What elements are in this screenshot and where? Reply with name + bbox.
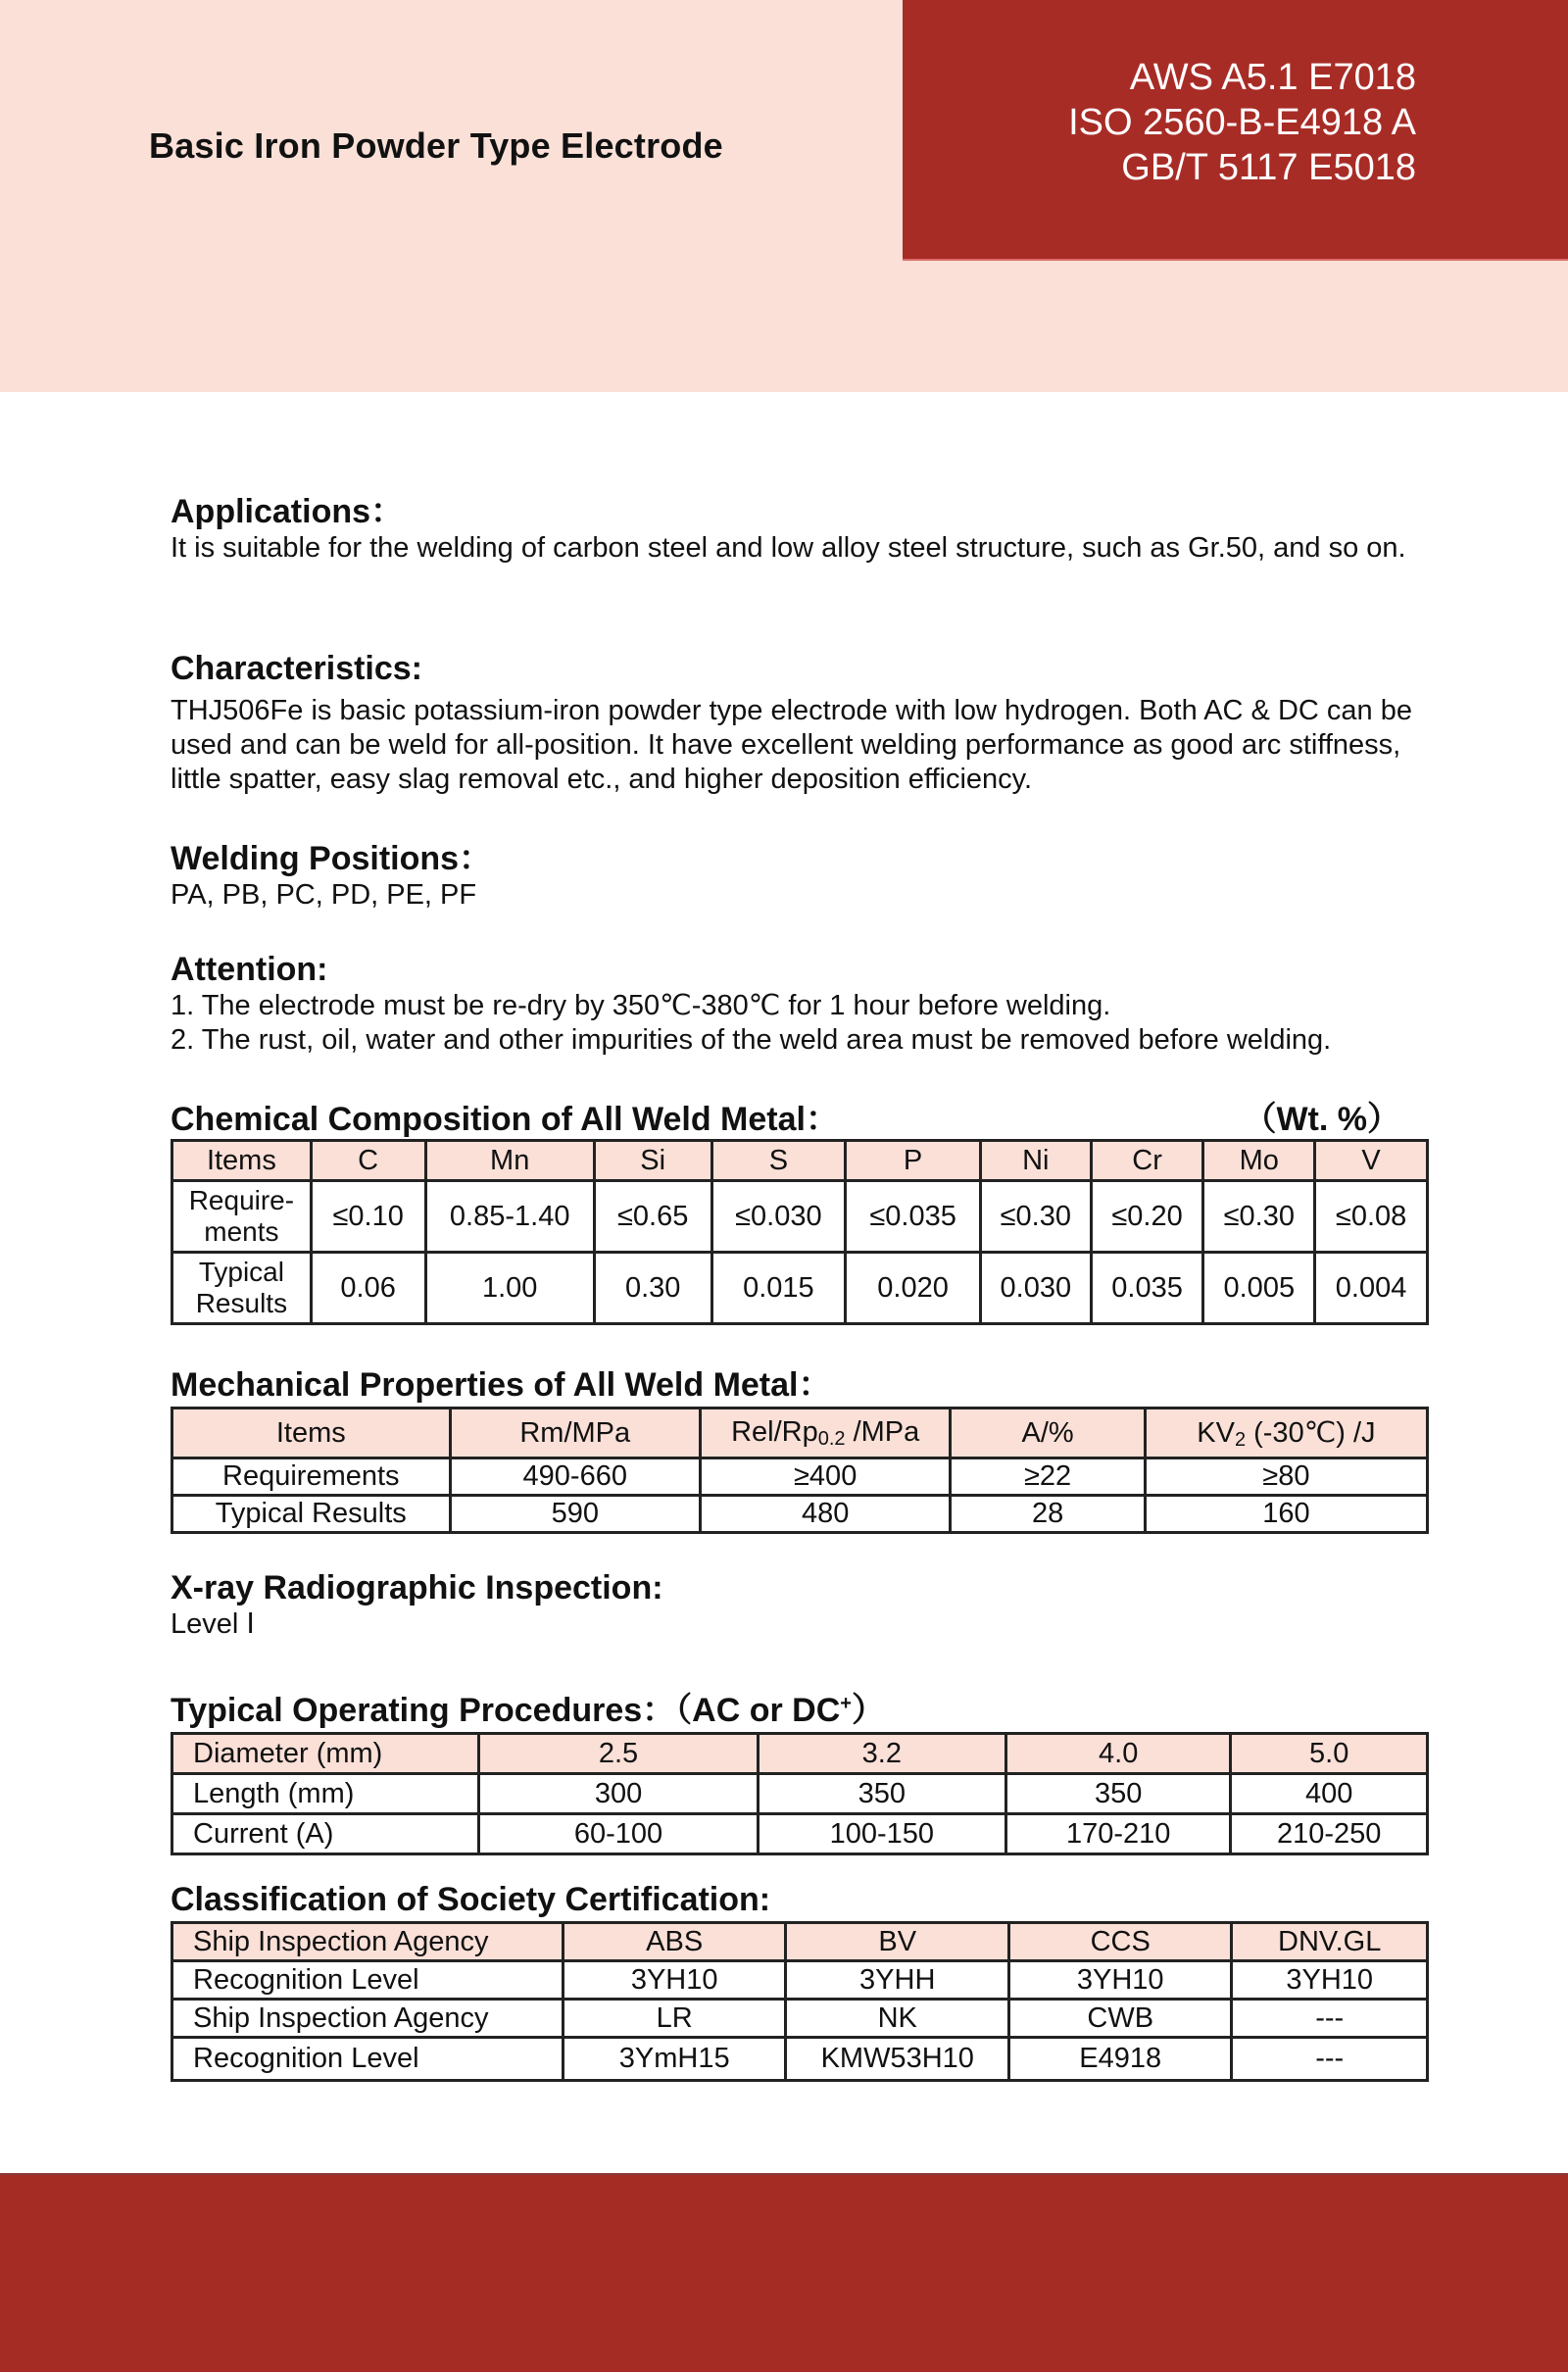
header-cell: Mn bbox=[425, 1141, 594, 1181]
attention-item: 1. The electrode must be re-dry by 350℃-380℃ for 1 hour before welding. bbox=[171, 990, 1111, 1021]
row-label-line: Require- bbox=[188, 1185, 295, 1215]
standard-iso: ISO 2560-B-E4918 A bbox=[1068, 102, 1416, 143]
row-label: Requirements bbox=[172, 1458, 451, 1496]
characteristics-heading: Characteristics: bbox=[171, 650, 423, 687]
attention-heading: Attention: bbox=[171, 951, 328, 988]
cell: 3YH10 bbox=[1009, 1961, 1232, 2000]
table-row bbox=[172, 2038, 1428, 2081]
cell: 3YHH bbox=[786, 1961, 1009, 2000]
chemical-section bbox=[171, 1100, 1430, 1325]
row-label: Length (mm) bbox=[172, 1774, 479, 1814]
cell: 0.30 bbox=[594, 1253, 711, 1324]
header-cell bbox=[700, 1408, 950, 1458]
cell: 480 bbox=[700, 1496, 950, 1533]
cell: DNV.GL bbox=[1232, 1923, 1428, 1961]
cell: 0.020 bbox=[846, 1253, 981, 1324]
header-cell: Si bbox=[594, 1141, 711, 1181]
header-cell: Rm/MPa bbox=[450, 1408, 700, 1458]
cell: ≤0.08 bbox=[1315, 1181, 1428, 1253]
operating-table bbox=[171, 1732, 1429, 1855]
applications-heading: Applications： bbox=[171, 493, 405, 530]
row-label bbox=[172, 1253, 312, 1324]
row-label: Diameter (mm) bbox=[172, 1734, 479, 1774]
cell: 60-100 bbox=[479, 1814, 758, 1854]
row-label-line: ments bbox=[204, 1216, 279, 1247]
cell: 3.2 bbox=[758, 1734, 1005, 1774]
chemical-unit: （Wt. %） bbox=[1243, 1101, 1400, 1138]
cell: 210-250 bbox=[1231, 1814, 1428, 1854]
cell: 2.5 bbox=[479, 1734, 758, 1774]
cell: 490-660 bbox=[450, 1458, 700, 1496]
cell: 5.0 bbox=[1231, 1734, 1428, 1774]
header-cell bbox=[1145, 1408, 1427, 1458]
certification-section bbox=[171, 1880, 1430, 2082]
table-row bbox=[172, 2000, 1428, 2038]
row-label: Ship Inspection Agency bbox=[172, 2000, 564, 2038]
cell: 0.005 bbox=[1203, 1253, 1315, 1324]
cell: 3YH10 bbox=[563, 1961, 785, 2000]
xray-text: Level Ⅰ bbox=[171, 1608, 255, 1640]
header-text: Rel/Rp bbox=[731, 1415, 818, 1448]
standard-gb: GB/T 5117 E5018 bbox=[1121, 147, 1416, 188]
row-label: Recognition Level bbox=[172, 2038, 564, 2081]
cell: BV bbox=[786, 1923, 1009, 1961]
header-cell: P bbox=[846, 1141, 981, 1181]
table-row bbox=[172, 1496, 1428, 1533]
cell: 28 bbox=[951, 1496, 1145, 1533]
cell: 0.035 bbox=[1091, 1253, 1203, 1324]
cell: ≤0.65 bbox=[594, 1181, 711, 1253]
operating-heading-text: Typical Operating Procedures：（AC or DC bbox=[171, 1692, 841, 1729]
header-cell: S bbox=[711, 1141, 846, 1181]
mechanical-heading: Mechanical Properties of All Weld Metal： bbox=[171, 1366, 832, 1404]
cell: 170-210 bbox=[1006, 1814, 1231, 1854]
table-row bbox=[172, 1774, 1428, 1814]
cell: CCS bbox=[1009, 1923, 1232, 1961]
cell: 0.85-1.40 bbox=[425, 1181, 594, 1253]
cell: ≤0.10 bbox=[311, 1181, 425, 1253]
mechanical-table bbox=[171, 1407, 1429, 1534]
xray-heading: X-ray Radiographic Inspection: bbox=[171, 1569, 663, 1606]
chemical-table bbox=[171, 1139, 1429, 1325]
table-row bbox=[172, 1814, 1428, 1854]
table-row bbox=[172, 1734, 1428, 1774]
applications-text: It is suitable for the welding of carbon steel and low alloy steel structure, such as Gr.50, and so on. bbox=[171, 532, 1406, 564]
welding-positions-heading: Welding Positions： bbox=[171, 840, 493, 877]
characteristics-text: THJ506Fe is basic potassium-iron powder type electrode with low hydrogen. Both AC & DC can be used and can be weld for all-position. It have excellent welding performance as good arc stiffness, little spatter, easy slag removal etc., and higher deposition efficiency. bbox=[171, 695, 1412, 795]
cell: 3YH10 bbox=[1232, 1961, 1428, 2000]
operating-heading bbox=[171, 1684, 1430, 1730]
header-subscript: 2 bbox=[1234, 1428, 1247, 1451]
cell: 400 bbox=[1231, 1774, 1428, 1814]
standard-aws: AWS A5.1 E7018 bbox=[1129, 57, 1416, 98]
cell: NK bbox=[786, 2000, 1009, 2038]
header-cell: Ni bbox=[980, 1141, 1091, 1181]
cell: 350 bbox=[1006, 1774, 1231, 1814]
standards-box bbox=[903, 0, 1568, 261]
header-text: KV bbox=[1197, 1416, 1235, 1449]
header-cell: Mo bbox=[1203, 1141, 1315, 1181]
cell: 1.00 bbox=[425, 1253, 594, 1324]
applications-section bbox=[171, 492, 1430, 566]
cell: ≥80 bbox=[1145, 1458, 1427, 1496]
cell: 0.030 bbox=[980, 1253, 1091, 1324]
row-label-line: Results bbox=[195, 1288, 288, 1318]
header-cell: A/% bbox=[951, 1408, 1145, 1458]
cell: 4.0 bbox=[1006, 1734, 1231, 1774]
row-label: Ship Inspection Agency bbox=[172, 1923, 564, 1961]
table-row bbox=[172, 1961, 1428, 2000]
footer-band bbox=[0, 2173, 1568, 2372]
row-label bbox=[172, 1181, 312, 1253]
header-cell: Items bbox=[172, 1141, 312, 1181]
cell: ≤0.30 bbox=[1203, 1181, 1315, 1253]
cell: ABS bbox=[563, 1923, 785, 1961]
table-row bbox=[172, 1458, 1428, 1496]
header-cell: V bbox=[1315, 1141, 1428, 1181]
certification-table bbox=[171, 1921, 1429, 2082]
page-title: Basic Iron Powder Type Electrode bbox=[149, 125, 723, 166]
cell: --- bbox=[1232, 2000, 1428, 2038]
cell: 590 bbox=[450, 1496, 700, 1533]
cell: LR bbox=[563, 2000, 785, 2038]
cell: ≥22 bbox=[951, 1458, 1145, 1496]
welding-positions-text: PA, PB, PC, PD, PE, PF bbox=[171, 879, 477, 911]
cell: 3YmH15 bbox=[563, 2038, 785, 2081]
cell: ≤0.030 bbox=[711, 1181, 846, 1253]
certification-heading: Classification of Society Certification: bbox=[171, 1881, 771, 1918]
operating-heading-text: ） bbox=[851, 1692, 885, 1729]
row-label: Typical Results bbox=[172, 1496, 451, 1533]
cell: ≤0.30 bbox=[980, 1181, 1091, 1253]
characteristics-section bbox=[171, 649, 1430, 797]
header-text: /MPa bbox=[845, 1415, 920, 1448]
table-row bbox=[172, 1253, 1428, 1324]
header-text: (-30℃) /J bbox=[1246, 1416, 1376, 1449]
mechanical-section bbox=[171, 1365, 1430, 1534]
attention-section bbox=[171, 950, 1430, 1058]
cell: 0.004 bbox=[1315, 1253, 1428, 1324]
cell: 0.06 bbox=[311, 1253, 425, 1324]
cell: CWB bbox=[1009, 2000, 1232, 2038]
row-label-line: Typical bbox=[198, 1257, 284, 1287]
cell: E4918 bbox=[1009, 2038, 1232, 2081]
operating-heading-sup: + bbox=[840, 1693, 852, 1714]
row-label: Current (A) bbox=[172, 1814, 479, 1854]
cell: ≥400 bbox=[700, 1458, 950, 1496]
cell: --- bbox=[1232, 2038, 1428, 2081]
operating-section bbox=[171, 1684, 1430, 1855]
cell: 160 bbox=[1145, 1496, 1427, 1533]
cell: 350 bbox=[758, 1774, 1005, 1814]
cell: 100-150 bbox=[758, 1814, 1005, 1854]
cell: 300 bbox=[479, 1774, 758, 1814]
header-cell: Items bbox=[172, 1408, 451, 1458]
row-label: Recognition Level bbox=[172, 1961, 564, 2000]
cell: ≤0.035 bbox=[846, 1181, 981, 1253]
table-header-row bbox=[172, 1141, 1428, 1181]
chemical-heading: Chemical Composition of All Weld Metal： bbox=[171, 1101, 839, 1138]
header-cell: Cr bbox=[1091, 1141, 1203, 1181]
table-row bbox=[172, 1181, 1428, 1253]
cell: 0.015 bbox=[711, 1253, 846, 1324]
cell: KMW53H10 bbox=[786, 2038, 1009, 2081]
xray-section bbox=[171, 1568, 1430, 1642]
header-cell: C bbox=[311, 1141, 425, 1181]
attention-item: 2. The rust, oil, water and other impurities of the weld area must be removed before welding. bbox=[171, 1024, 1332, 1056]
table-header-row bbox=[172, 1408, 1428, 1458]
table-row bbox=[172, 1923, 1428, 1961]
header-subscript: 0.2 bbox=[817, 1427, 846, 1450]
welding-positions-section bbox=[171, 839, 1430, 913]
cell: ≤0.20 bbox=[1091, 1181, 1203, 1253]
